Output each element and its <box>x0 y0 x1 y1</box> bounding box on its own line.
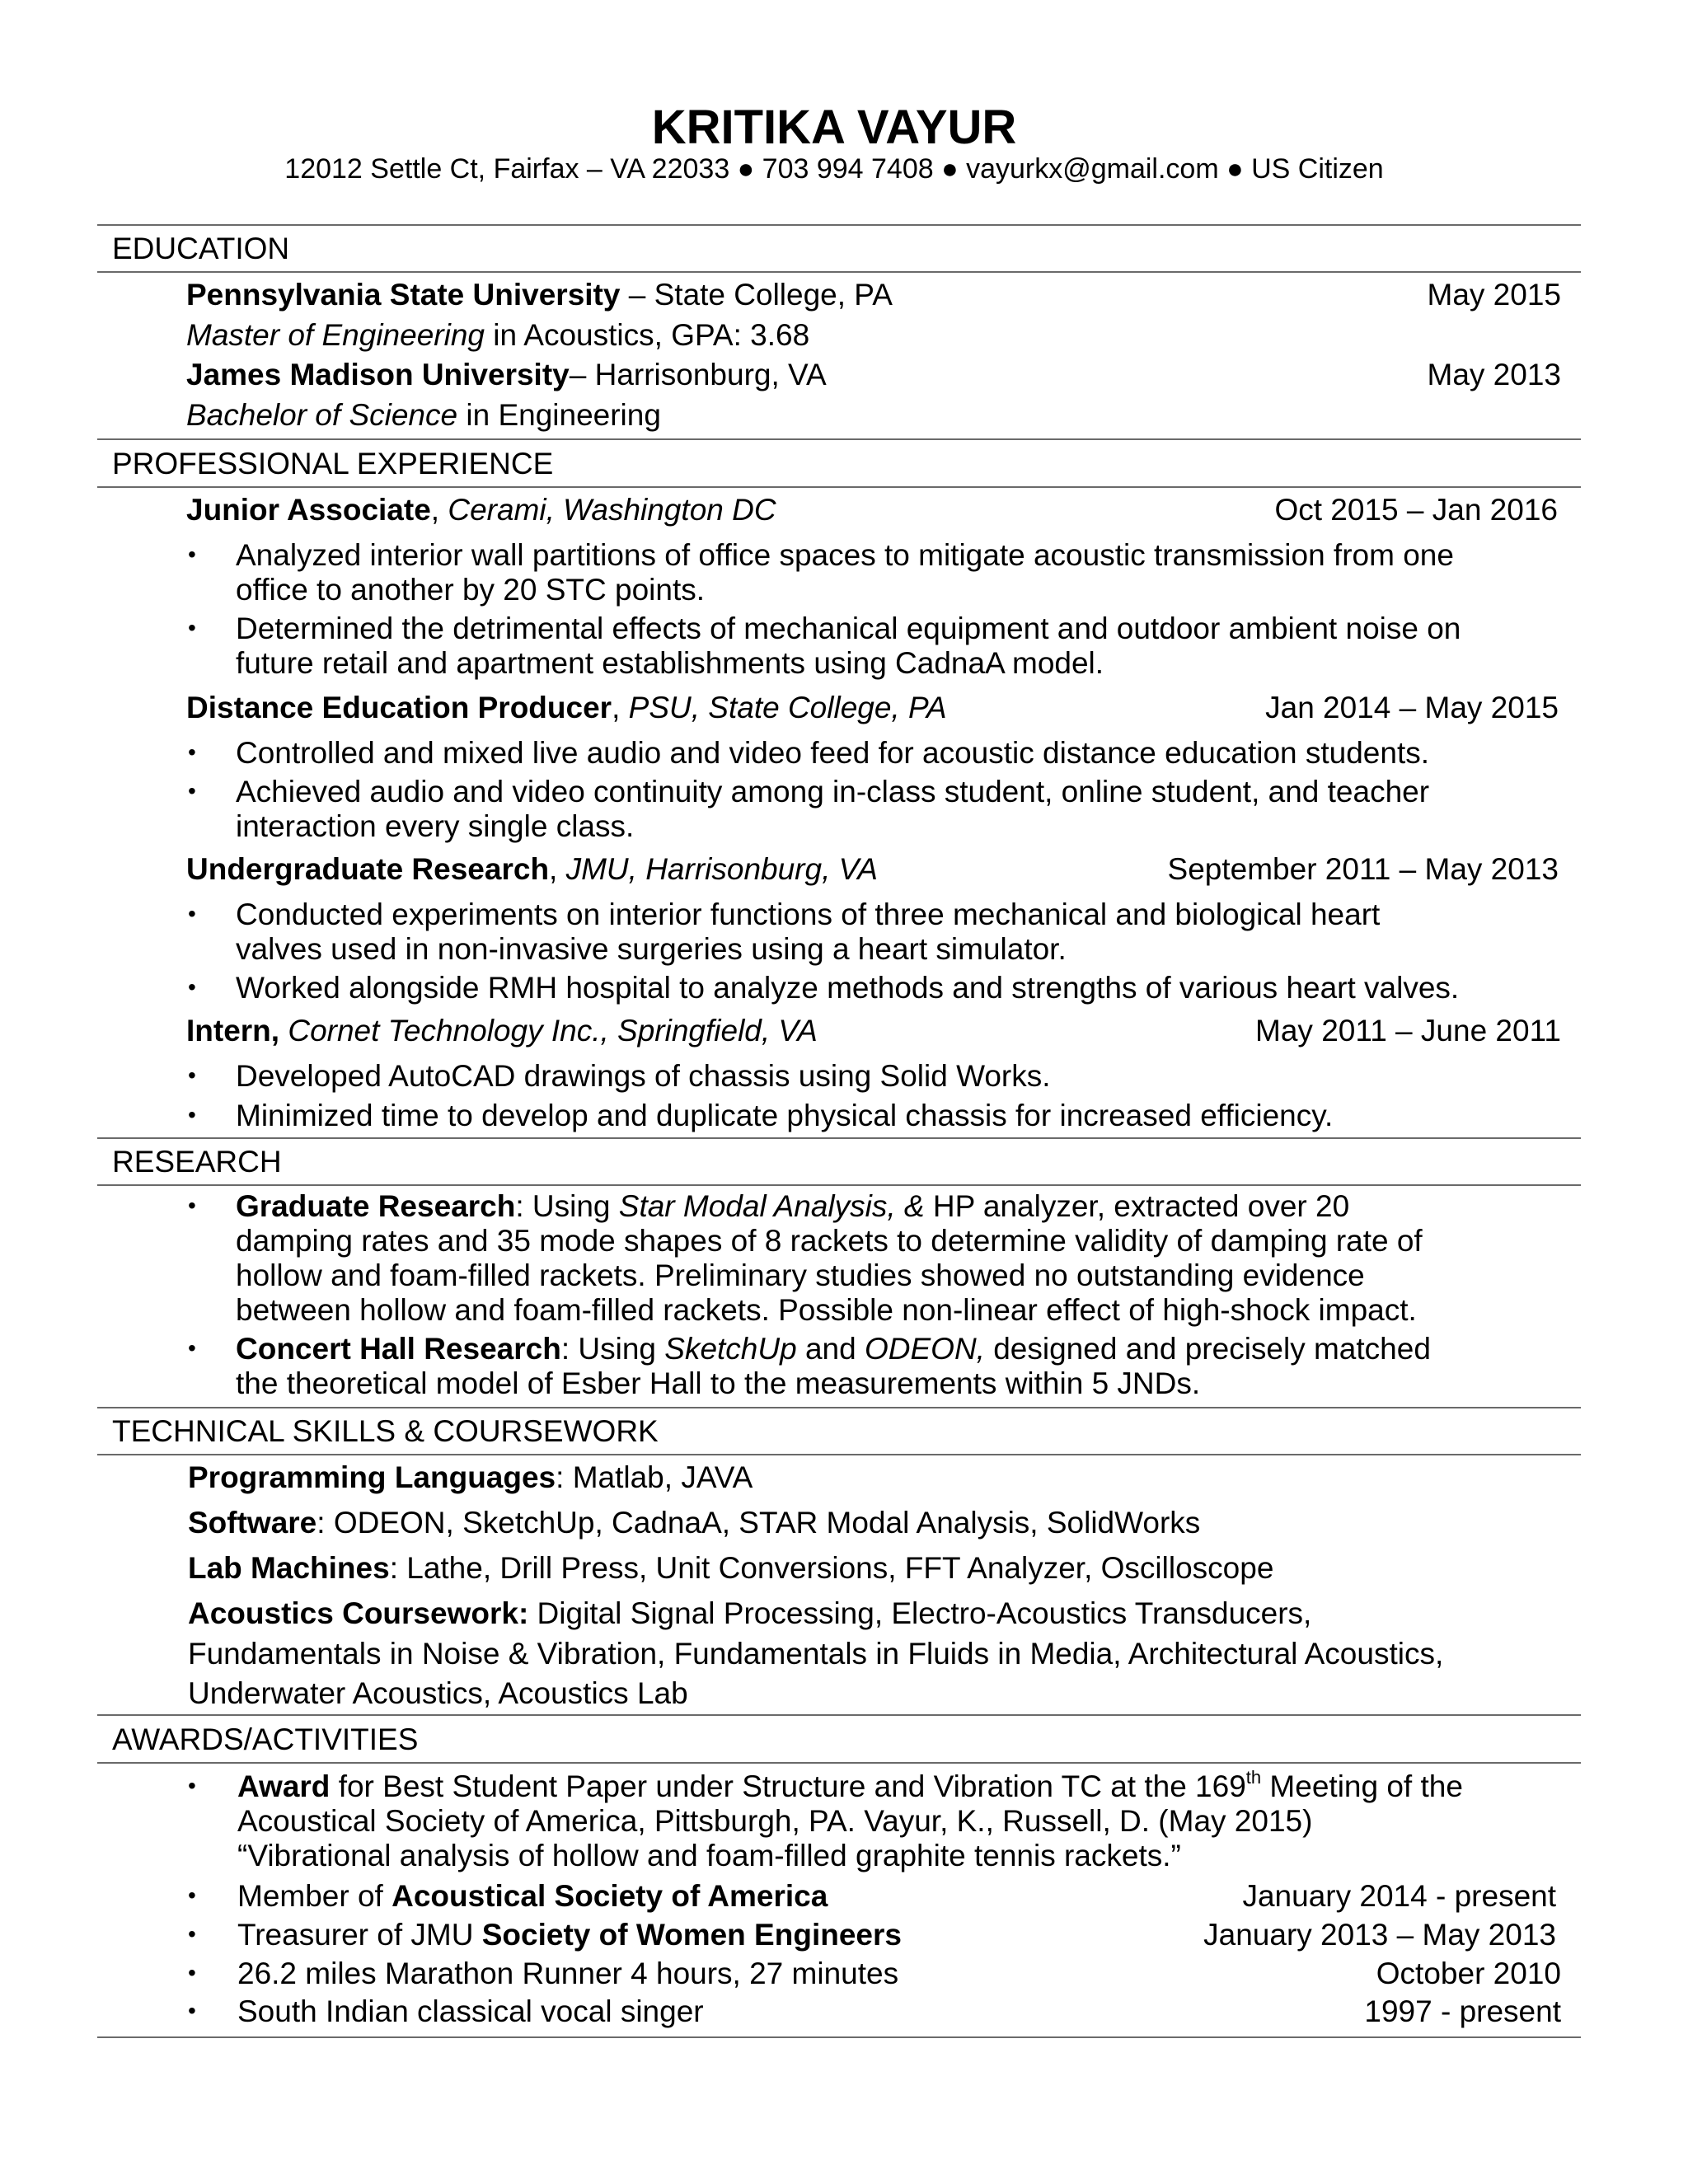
job-title-line <box>186 1015 818 1046</box>
divider <box>97 1184 1581 1186</box>
research-label: Graduate Research <box>236 1189 516 1223</box>
bullet-text: Determined the detrimental effects of mechanical equipment and outdoor ambient noise on <box>236 612 1461 645</box>
skill-line <box>188 1507 1200 1538</box>
award-text: “Vibrational analysis of hollow and foam-filled graphite tennis rackets.” <box>237 1839 1181 1872</box>
research-text: damping rates and 35 mode shapes of 8 rackets to determine validity of damping rate of <box>236 1224 1423 1258</box>
research-item-line <box>236 1191 1349 1221</box>
activity-text: 26.2 miles Marathon Runner 4 hours, 27 minutes <box>237 1957 899 1990</box>
skill-value: : Lathe, Drill Press, Unit Conversions, FFT Analyzer, Oscilloscope <box>389 1551 1274 1585</box>
job-title-line <box>186 692 947 723</box>
activity-text: Treasurer of JMU <box>237 1918 482 1952</box>
separator: , <box>549 852 566 886</box>
activity-item <box>237 1919 902 1950</box>
research-tool: SketchUp <box>664 1332 797 1366</box>
name-heading: KRITIKA VAYUR <box>651 101 1017 154</box>
activity-item <box>237 1958 898 1989</box>
job-date: Jan 2014 – May 2015 <box>1265 691 1559 724</box>
job-organization: Cerami, Washington DC <box>448 493 776 527</box>
award-text: for Best Student Paper under Structure and Vibration TC at the 169 <box>330 1769 1246 1803</box>
research-tool: Star Modal Analysis, & <box>618 1189 925 1223</box>
award-text: Acoustical Society of America, Pittsburgh, PA. Vayur, K., Russell, D. (May 2015) <box>237 1804 1313 1838</box>
research-text: between hollow and foam-filled rackets. Possible non-linear effect of high-shock impact. <box>236 1293 1417 1327</box>
degree-name: Bachelor of Science <box>186 398 458 432</box>
research-label: Concert Hall Research <box>236 1332 561 1366</box>
contact-line: 12012 Settle Ct, Fairfax – VA 22033 ● 703 994 7408 ● vayurkx@gmail.com ● US Citizen <box>284 153 1384 185</box>
bullet-icon: • <box>188 778 196 804</box>
award-label: Award <box>237 1769 331 1803</box>
research-text: the theoretical model of Esber Hall to the measurements within 5 JNDs. <box>236 1366 1201 1400</box>
divider <box>97 1714 1581 1716</box>
education-school-line <box>186 359 827 390</box>
skill-label: Lab Machines <box>188 1551 390 1585</box>
bullet-text: Developed AutoCAD drawings of chassis using Solid Works. <box>236 1059 1051 1093</box>
school-location: – State College, PA <box>620 278 893 312</box>
activity-org: Society of Women Engineers <box>481 1918 902 1952</box>
divider <box>97 271 1581 273</box>
research-text: HP analyzer, extracted over 20 <box>924 1189 1350 1223</box>
bullet-icon: • <box>188 1882 196 1908</box>
education-degree-line <box>186 320 809 350</box>
job-organization: JMU, Harrisonburg, VA <box>565 852 878 886</box>
award-superscript: th <box>1245 1767 1262 1788</box>
divider <box>97 224 1581 226</box>
activity-item <box>237 1881 828 1911</box>
award-text: Meeting of the <box>1261 1769 1463 1803</box>
job-date: Oct 2015 – Jan 2016 <box>1274 493 1558 527</box>
bullet-text: Controlled and mixed live audio and video feed for acoustic distance education students. <box>236 736 1430 770</box>
research-text: and <box>796 1332 865 1366</box>
job-title: Undergraduate Research <box>186 852 550 886</box>
separator: , <box>612 691 629 724</box>
skill-line <box>188 1553 1273 1583</box>
bullet-text: office to another by 20 STC points. <box>236 573 706 607</box>
bullet-icon: • <box>188 739 196 765</box>
bullet-icon: • <box>188 1960 196 1985</box>
divider <box>97 1762 1581 1764</box>
section-heading-skills: TECHNICAL SKILLS & COURSEWORK <box>112 1414 659 1448</box>
divider <box>97 1407 1581 1408</box>
activity-date: October 2010 <box>1376 1957 1561 1990</box>
bullet-text: valves used in non-invasive surgeries using a heart simulator. <box>236 932 1067 966</box>
activity-item <box>237 1996 704 2027</box>
education-date: May 2013 <box>1427 358 1561 391</box>
skill-label: Programming Languages <box>188 1460 556 1494</box>
separator <box>279 1014 288 1047</box>
research-text: : Using <box>560 1332 665 1366</box>
job-title: Junior Associate <box>186 493 431 527</box>
divider <box>97 2036 1581 2038</box>
section-heading-research: RESEARCH <box>112 1145 282 1179</box>
education-degree-line <box>186 400 661 430</box>
bullet-text: Achieved audio and video continuity among in-class student, online student, and teacher <box>236 775 1430 808</box>
school-location: – Harrisonburg, VA <box>569 358 827 391</box>
skill-label: Software <box>188 1506 317 1540</box>
degree-detail: in Acoustics, GPA: 3.68 <box>484 318 810 352</box>
activity-date: 1997 - present <box>1364 1994 1561 2028</box>
bullet-text: Conducted experiments on interior functions of three mechanical and biological heart <box>236 898 1381 931</box>
activity-text: Member of <box>237 1879 392 1913</box>
activity-date: January 2013 – May 2013 <box>1203 1918 1556 1952</box>
divider <box>97 1454 1581 1455</box>
job-title: Distance Education Producer <box>186 691 612 724</box>
bullet-icon: • <box>188 1921 196 1947</box>
separator: , <box>430 493 448 527</box>
activity-date: January 2014 - present <box>1242 1879 1556 1913</box>
research-text: : Using <box>515 1189 619 1223</box>
activity-text: South Indian classical vocal singer <box>237 1994 704 2028</box>
bullet-text: future retail and apartment establishments using CadnaA model. <box>236 646 1104 680</box>
bullet-icon: • <box>188 1102 196 1127</box>
skill-label: Acoustics Coursework: <box>188 1596 529 1630</box>
job-date: May 2011 – June 2011 <box>1255 1014 1561 1047</box>
divider <box>97 438 1581 440</box>
skill-value: Digital Signal Processing, Electro-Acoustics Transducers, <box>528 1596 1312 1630</box>
skill-value: : ODEON, SketchUp, CadnaA, STAR Modal Analysis, SolidWorks <box>316 1506 1201 1540</box>
research-text: hollow and foam-filled rackets. Preliminary studies showed no outstanding evidence <box>236 1258 1365 1292</box>
research-tool: ODEON, <box>864 1332 985 1366</box>
bullet-text: Minimized time to develop and duplicate physical chassis for increased efficiency. <box>236 1099 1334 1132</box>
bullet-text: Worked alongside RMH hospital to analyze methods and strengths of various heart valves. <box>236 971 1460 1005</box>
bullet-icon: • <box>188 974 196 1000</box>
education-school-line <box>186 279 893 310</box>
divider <box>97 486 1581 488</box>
bullet-icon: • <box>188 1062 196 1088</box>
job-date: September 2011 – May 2013 <box>1167 852 1559 886</box>
skill-value: Fundamentals in Noise & Vibration, Fundamentals in Fluids in Media, Architectural Acoustics, <box>188 1637 1444 1671</box>
job-organization: PSU, State College, PA <box>628 691 947 724</box>
skill-line <box>188 1462 753 1493</box>
bullet-icon: • <box>188 615 196 640</box>
job-organization: Cornet Technology Inc., Springfield, VA <box>288 1014 818 1047</box>
job-title: Intern, <box>186 1014 280 1047</box>
bullet-text: interaction every single class. <box>236 809 635 843</box>
award-line <box>237 1767 1463 1803</box>
skill-value: : Matlab, JAVA <box>556 1460 753 1494</box>
section-heading-experience: PROFESSIONAL EXPERIENCE <box>112 447 554 480</box>
section-heading-education: EDUCATION <box>112 232 290 265</box>
degree-name: Master of Engineering <box>186 318 485 352</box>
bullet-icon: • <box>188 1193 196 1218</box>
section-heading-awards: AWARDS/ACTIVITIES <box>112 1722 419 1756</box>
divider <box>97 1137 1581 1139</box>
job-title-line <box>186 494 776 525</box>
skill-value: Underwater Acoustics, Acoustics Lab <box>188 1676 688 1710</box>
bullet-icon: • <box>188 901 196 926</box>
bullet-icon: • <box>188 1773 196 1798</box>
bullet-icon: • <box>188 1335 196 1361</box>
activity-org: Acoustical Society of America <box>392 1879 828 1913</box>
job-title-line <box>186 854 878 884</box>
bullet-text: Analyzed interior wall partitions of office spaces to mitigate acoustic transmission from one <box>236 538 1454 572</box>
education-date: May 2015 <box>1427 278 1561 312</box>
degree-detail: in Engineering <box>457 398 661 432</box>
bullet-icon: • <box>188 1998 196 2023</box>
research-item-line <box>236 1333 1431 1364</box>
school-name: Pennsylvania State University <box>186 278 621 312</box>
research-text: designed and precisely matched <box>984 1332 1431 1366</box>
bullet-icon: • <box>188 541 196 567</box>
skill-line <box>188 1598 1311 1629</box>
school-name: James Madison University <box>186 358 570 391</box>
